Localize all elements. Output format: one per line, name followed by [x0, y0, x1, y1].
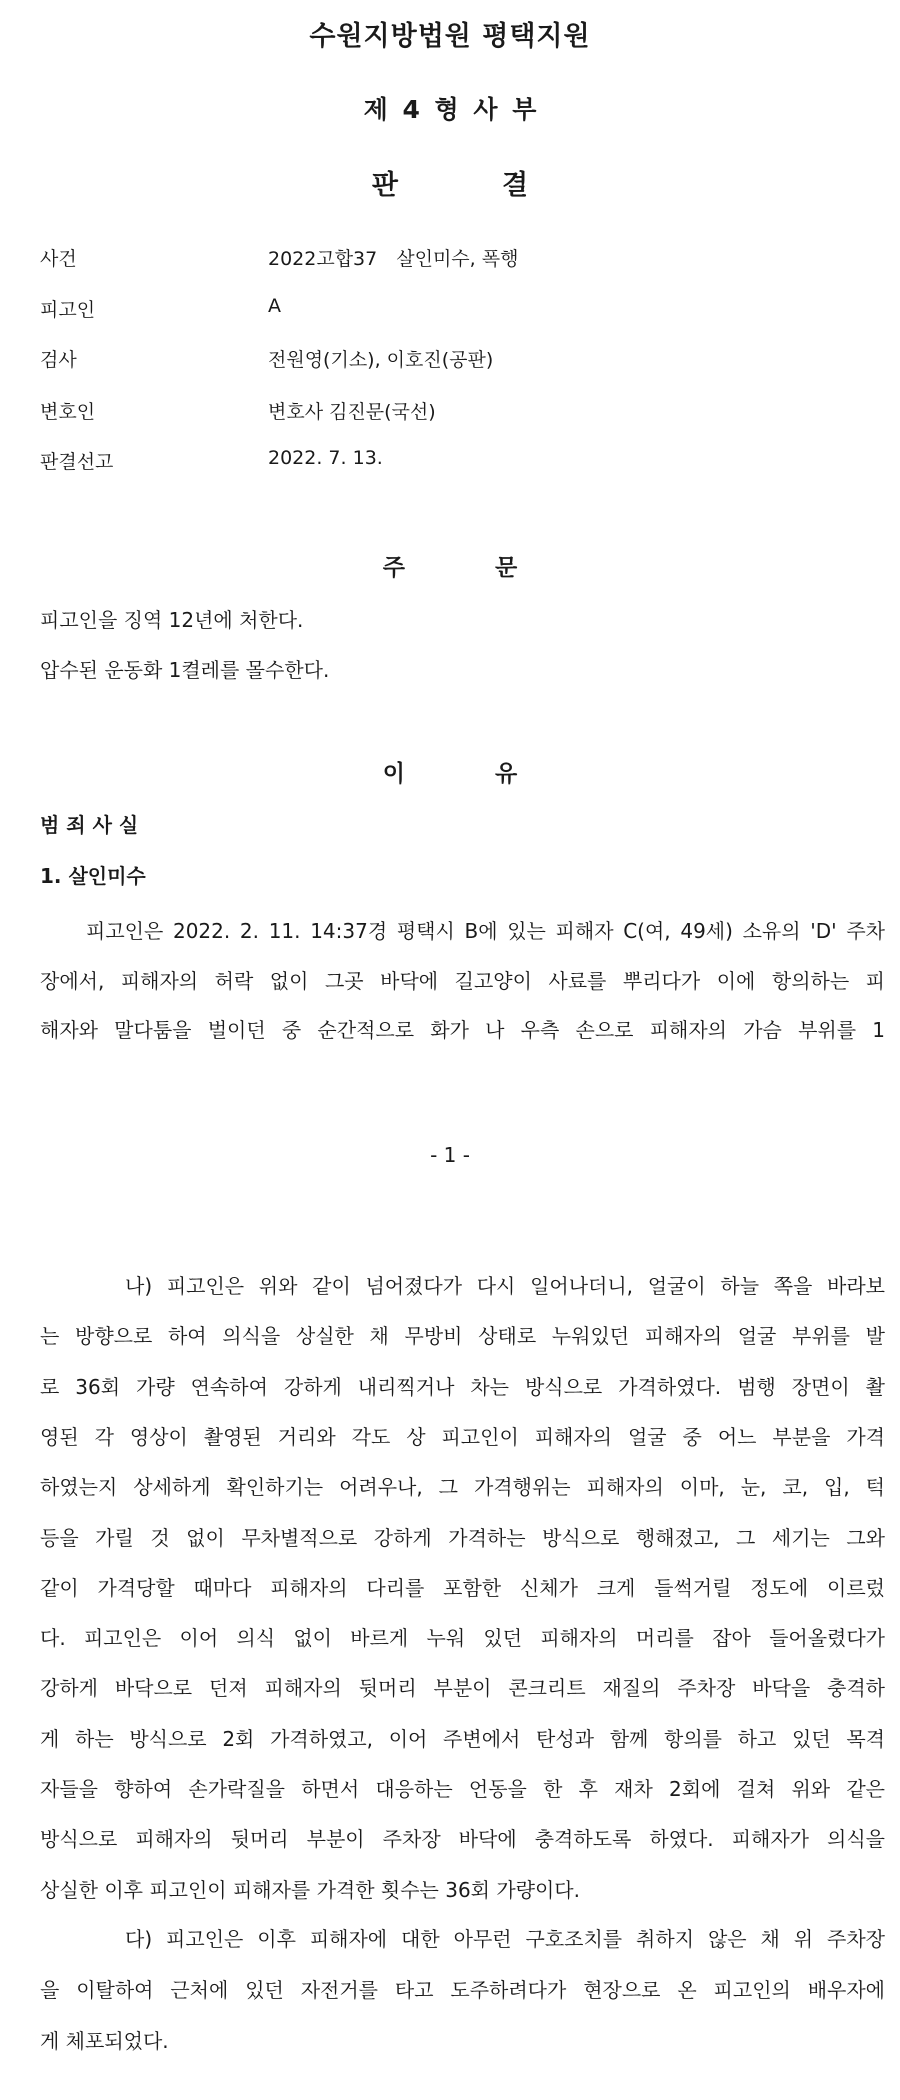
text-line: 다) 피고인은 이후 피해자에 대한 아무런 구호조치를 취하지 않은 채 위 주차장: [125, 1927, 885, 1951]
text-line: 로 36회 가량 연속하여 강하게 내리찍거나 차는 방식으로 가격하였다. 범행 장면이 촬: [40, 1374, 885, 1399]
text-line: 는 방향으로 하여 의식을 상실한 채 무방비 상태로 누워있던 피해자의 얼굴 부위를 발: [40, 1324, 885, 1349]
case-info-row: [40, 295, 860, 325]
crime-facts-heading: 범 죄 사 실: [40, 813, 139, 837]
text-line: 같이 가격당할 때마다 피해자의 다리를 포함한 신체가 크게 들썩거릴 정도에 이르렀: [40, 1575, 885, 1600]
item-title: 1. 살인미수: [40, 864, 146, 888]
page-number: - 1 -: [430, 1143, 470, 1167]
case-info-row: [40, 244, 860, 274]
order-line: 피고인을 징역 12년에 처한다.: [40, 608, 304, 632]
reasons-heading-char: 이: [382, 761, 405, 787]
court-name: 수원지방법원 평택지원: [309, 21, 591, 52]
case-info-value: A: [268, 295, 281, 317]
text-line: 나) 피고인은 위와 같이 넘어졌다가 다시 일어나더니, 얼굴이 하늘 쪽을 바라보: [125, 1274, 885, 1298]
case-info-row: [40, 447, 860, 477]
case-info-label: 사건: [40, 248, 77, 270]
case-info-label: 피고인: [40, 299, 96, 321]
reasons-heading-char: 유: [495, 761, 518, 787]
text-line: 장에서, 피해자의 허락 없이 그곳 바닥에 길고양이 사료를 뿌리다가 이에 항의하는 피: [40, 968, 885, 993]
case-info-label: 판결선고: [40, 451, 114, 473]
text-line: 하였는지 상세하게 확인하기는 어려우나, 그 가격행위는 피해자의 이마, 눈, 코, 입, 턱: [40, 1475, 885, 1500]
case-info-value: 2022고합37 살인미수, 폭행: [268, 248, 519, 270]
text-line: 해자와 말다툼을 벌이던 중 순간적으로 화가 나 우측 손으로 피해자의 가슴 부위를 1: [40, 1018, 885, 1042]
case-info-label: 검사: [40, 349, 77, 371]
order-line: 압수된 운동화 1켤레를 몰수한다.: [40, 658, 330, 682]
text-line: 방식으로 피해자의 뒷머리 부분이 주차장 바닥에 충격하도록 하였다. 피해자가 의식을: [40, 1827, 885, 1852]
case-info-value: 변호사 김진문(국선): [268, 401, 436, 423]
order-heading-char: 주: [382, 555, 405, 581]
text-line: 을 이탈하여 근처에 있던 자전거를 타고 도주하려다가 현장으로 온 피고인의 배우자에: [40, 1978, 885, 2002]
reasons-heading: [0, 755, 900, 788]
case-info-value: 2022. 7. 13.: [268, 447, 383, 469]
order-heading: [0, 549, 900, 582]
text-line: 게 하는 방식으로 2회 가격하였고, 이어 주변에서 탄성과 함께 항의를 하고 있던 목격: [40, 1726, 885, 1751]
text-line: 상실한 이후 피고인이 피해자를 가격한 횟수는 36회 가량이다.: [40, 1877, 580, 1902]
text-line: 등을 가릴 것 없이 무차별적으로 강하게 가격하는 방식으로 행해졌고, 그 세기는 그와: [40, 1525, 885, 1550]
case-info-value: 전원영(기소), 이호진(공판): [268, 349, 494, 371]
text-line: 피고인은 2022. 2. 11. 14:37경 평택시 B에 있는 피해자 C(여, 49세) 소유의 'D' 주차: [86, 919, 885, 943]
case-info-row: [40, 397, 860, 427]
text-line: 자들을 향하여 손가락질을 하면서 대응하는 언동을 한 후 재차 2회에 걸쳐 위와 같은: [40, 1777, 885, 1801]
text-line: 다. 피고인은 이어 의식 없이 바르게 누워 있던 피해자의 머리를 잡아 들어올렸다가: [40, 1626, 885, 1651]
text-line: 강하게 바닥으로 던져 피해자의 뒷머리 부분이 콘크리트 재질의 주차장 바닥을 충격하: [40, 1676, 885, 1701]
document-title: [0, 163, 900, 202]
text-line: 게 체포되었다.: [40, 2029, 169, 2053]
division-name: 제 4 형 사 부: [363, 95, 537, 124]
text-line: 영된 각 영상이 촬영된 거리와 각도 상 피고인이 피해자의 얼굴 중 어느 부분을 가격: [40, 1424, 885, 1449]
order-heading-char: 문: [495, 555, 518, 581]
document-title-char: 판: [371, 170, 398, 201]
case-info-label: 변호인: [40, 401, 96, 423]
case-info-row: [40, 345, 860, 375]
document-title-char: 결: [502, 170, 529, 201]
